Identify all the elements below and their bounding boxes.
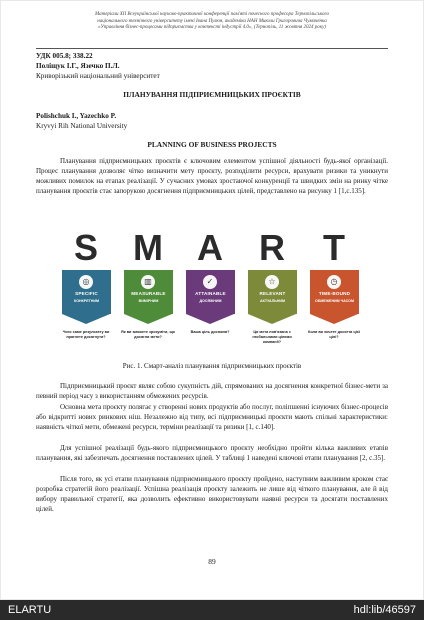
paragraph-goal: Основна мета проєкту полягає у створенні нових продуктів або послуг, поліпшенні існуючих бізнес-процесів або відкритті нових ринкових ніш. Незалежно від типу, всі підприємницькі проєкти мають спільні характеристики: наявність чіткої мети, обмежені ресурси, терміни реалізації та ризики [1, с.140]. bbox=[36, 403, 388, 431]
card-label: TIME-BOUND bbox=[318, 291, 351, 296]
paragraph-definition: Підприємницький проєкт являє собою сукупність дій, спрямованих на досягнення конкретної бізнес-мети за певний період часу з використанням обмежених ресурсів. bbox=[36, 382, 388, 400]
affiliation-english: Kryvyi Rih National University bbox=[36, 122, 128, 130]
card-relevant bbox=[248, 270, 297, 324]
card-label: RELEVANT bbox=[259, 291, 286, 296]
letter-t: T bbox=[323, 227, 345, 268]
card-label: ATTAINABLE bbox=[195, 291, 226, 296]
page-number: 89 bbox=[208, 557, 216, 566]
question-relevant: Ця мета пов'язана з глобальними цілями компанії? bbox=[252, 330, 292, 344]
card-sublabel: АКТУАЛЬНИМ bbox=[260, 299, 285, 303]
check-icon: ✓ bbox=[203, 275, 217, 289]
card-tip bbox=[310, 314, 358, 324]
card-label: SPECIFIC bbox=[75, 291, 98, 296]
card-specific bbox=[62, 270, 111, 324]
question-measurable: Як ви зможете зрозуміти, що досягли мети? bbox=[121, 330, 175, 339]
paragraph-intro: Планування підприємницьких проєктів є ключовим елементом успішної діяльності будь-якої організації. Процес планування дозволяє чітко визначити мету проєкту, розподілити ресурси, врахувати ризики та уникнути можливих помилок на етапах реалізації. У сучасних умовах зростаючої конкуренції та швидких змін на ринку чітке планування проєктів стає запорукою досягнення підприємницьких цілей, представлено на рисунку 1 [1,с.135]. bbox=[36, 157, 388, 195]
affiliation-ukrainian: Криворізький національний університет bbox=[36, 72, 160, 80]
paragraph-stages: Для успішної реалізації будь-якого підприємницького проєкту необхідно пройти кілька важливих етапів планування, які забезпечать досягнення поставлених цілей. У таблиці 1 наведені ключові етапи планування [2, с.35]. bbox=[36, 444, 388, 462]
card-attainable bbox=[186, 270, 235, 324]
title-english: PLANNING OF BUSINESS PROJECTS bbox=[147, 140, 277, 149]
card-label: MEASURABLE bbox=[131, 291, 166, 296]
chart-icon: ▥ bbox=[141, 275, 155, 289]
header-divider bbox=[36, 48, 388, 49]
clock-icon: ◷ bbox=[327, 275, 341, 289]
card-sublabel: ОБМЕЖЕНИМ ЧАСОМ bbox=[315, 299, 354, 303]
card-time-bound bbox=[310, 270, 359, 324]
card-sublabel: ДОСЯЖНИМ bbox=[199, 299, 222, 303]
header-line-1: Матеріали XII Всеукраїнської науково-практичної конференції пам'яті почесного професора Тернопільського bbox=[94, 12, 329, 17]
header-line-3: «Управління бізнес-процесами підприємства у контексті індустрії 4.0», (Тернопіль, 11 жовтня 2024 року) bbox=[98, 25, 326, 31]
card-sublabel: КОНКРЕТНИМ bbox=[74, 299, 99, 303]
star-icon: ☆ bbox=[265, 275, 279, 289]
authors-english: Polishchuk I., Yazechko P. bbox=[36, 112, 117, 120]
letter-a: A bbox=[197, 227, 223, 268]
title-ukrainian: ПЛАНУВАННЯ ПІДПРИЄМНИЦЬКИХ ПРОЄКТІВ bbox=[123, 90, 301, 99]
card-tip bbox=[248, 314, 296, 324]
paragraph-strategy: Після того, як усі етапи планування підприємницького проєкту пройдено, наступним важливим кроком стає розробка стратегій його реалізації. Успішна реалізація проєкту залежить не лише від чіткого планування, але й від вибору правильної стратегії, яка дозволить ефективно використовувати наявні ресурси та досягати поставлених цілей. bbox=[36, 475, 388, 513]
smart-figure bbox=[62, 227, 362, 354]
question-time-bound: Коли ви хочете досягти цієї цілі? bbox=[308, 330, 360, 339]
udk-code: УДК 005.8; 338.22 bbox=[36, 52, 93, 60]
handle-link[interactable]: hdl:lib/46597 bbox=[353, 604, 416, 616]
question-specific: Чого саме результату ви прагнете досягнути? bbox=[62, 330, 110, 339]
target-icon: ◎ bbox=[79, 275, 93, 289]
header-line-2: національного технічного університету імені Івана Пулюя, академіка НАН Миколи Григоровича Чумаченка bbox=[97, 18, 327, 24]
repository-name: ELARTU bbox=[8, 604, 52, 616]
card-measurable bbox=[124, 270, 173, 324]
figure-caption: Рис. 1. Смарт-аналіз планування підприємницьких проєктів bbox=[122, 362, 302, 370]
card-tip bbox=[124, 314, 172, 324]
authors-ukrainian: Поліщук І.Г., Язечко П.Л. bbox=[36, 62, 120, 70]
card-tip bbox=[186, 314, 234, 324]
conference-header bbox=[42, 12, 382, 32]
card-sublabel: ВИМІРНИМ bbox=[138, 299, 159, 303]
question-attainable: Ваша ціль досяжна? bbox=[190, 330, 230, 334]
repository-footer bbox=[0, 600, 424, 620]
letter-m: M bbox=[133, 227, 163, 268]
card-tip bbox=[62, 314, 110, 324]
letter-r: R bbox=[259, 227, 285, 268]
letter-s: S bbox=[73, 227, 98, 268]
